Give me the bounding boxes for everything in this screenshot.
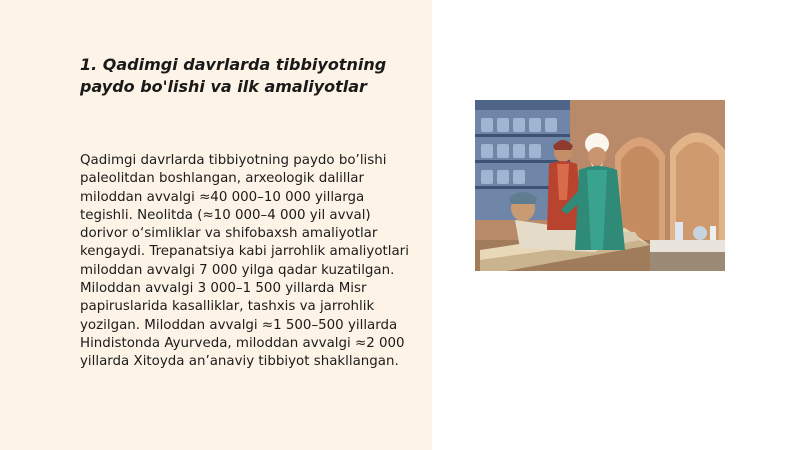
slide-title: 1. Qadimgi davrlarda tibbiyotning paydo bo'lishi va ilk amaliyotlar [80, 55, 387, 96]
slide-body-text: Qadimgi davrlarda tibbiyotning paydo bo’lishi paleolitdan boshlangan, arxeologik dalillar miloddan avvalgi ≈40 000–10 000 yillarga tegishli. Neolitda (≈10 000–4 000 yil avval) dorivor o‘simliklar va shifobaxsh amaliyotlar kengaydi. Trepanatsiya kabi jarrohlik amaliyotlari miloddan avvalgi 7 000 yilga qadar kuzatilgan. Miloddan avvalgi 3 000–1 500 yillarda Misr papiruslarida kasalliklar, tashxis va jarrohlik yozilgan. Miloddan avvalgi ≈1 500–500 yillarda Hindistonda Ayurveda, miloddan avvalgi ≈2 000 yillarda Xitoyda an’anaviy tibbiyot shakllangan. [80, 153, 409, 370]
medieval-physicians-illustration [475, 100, 725, 271]
